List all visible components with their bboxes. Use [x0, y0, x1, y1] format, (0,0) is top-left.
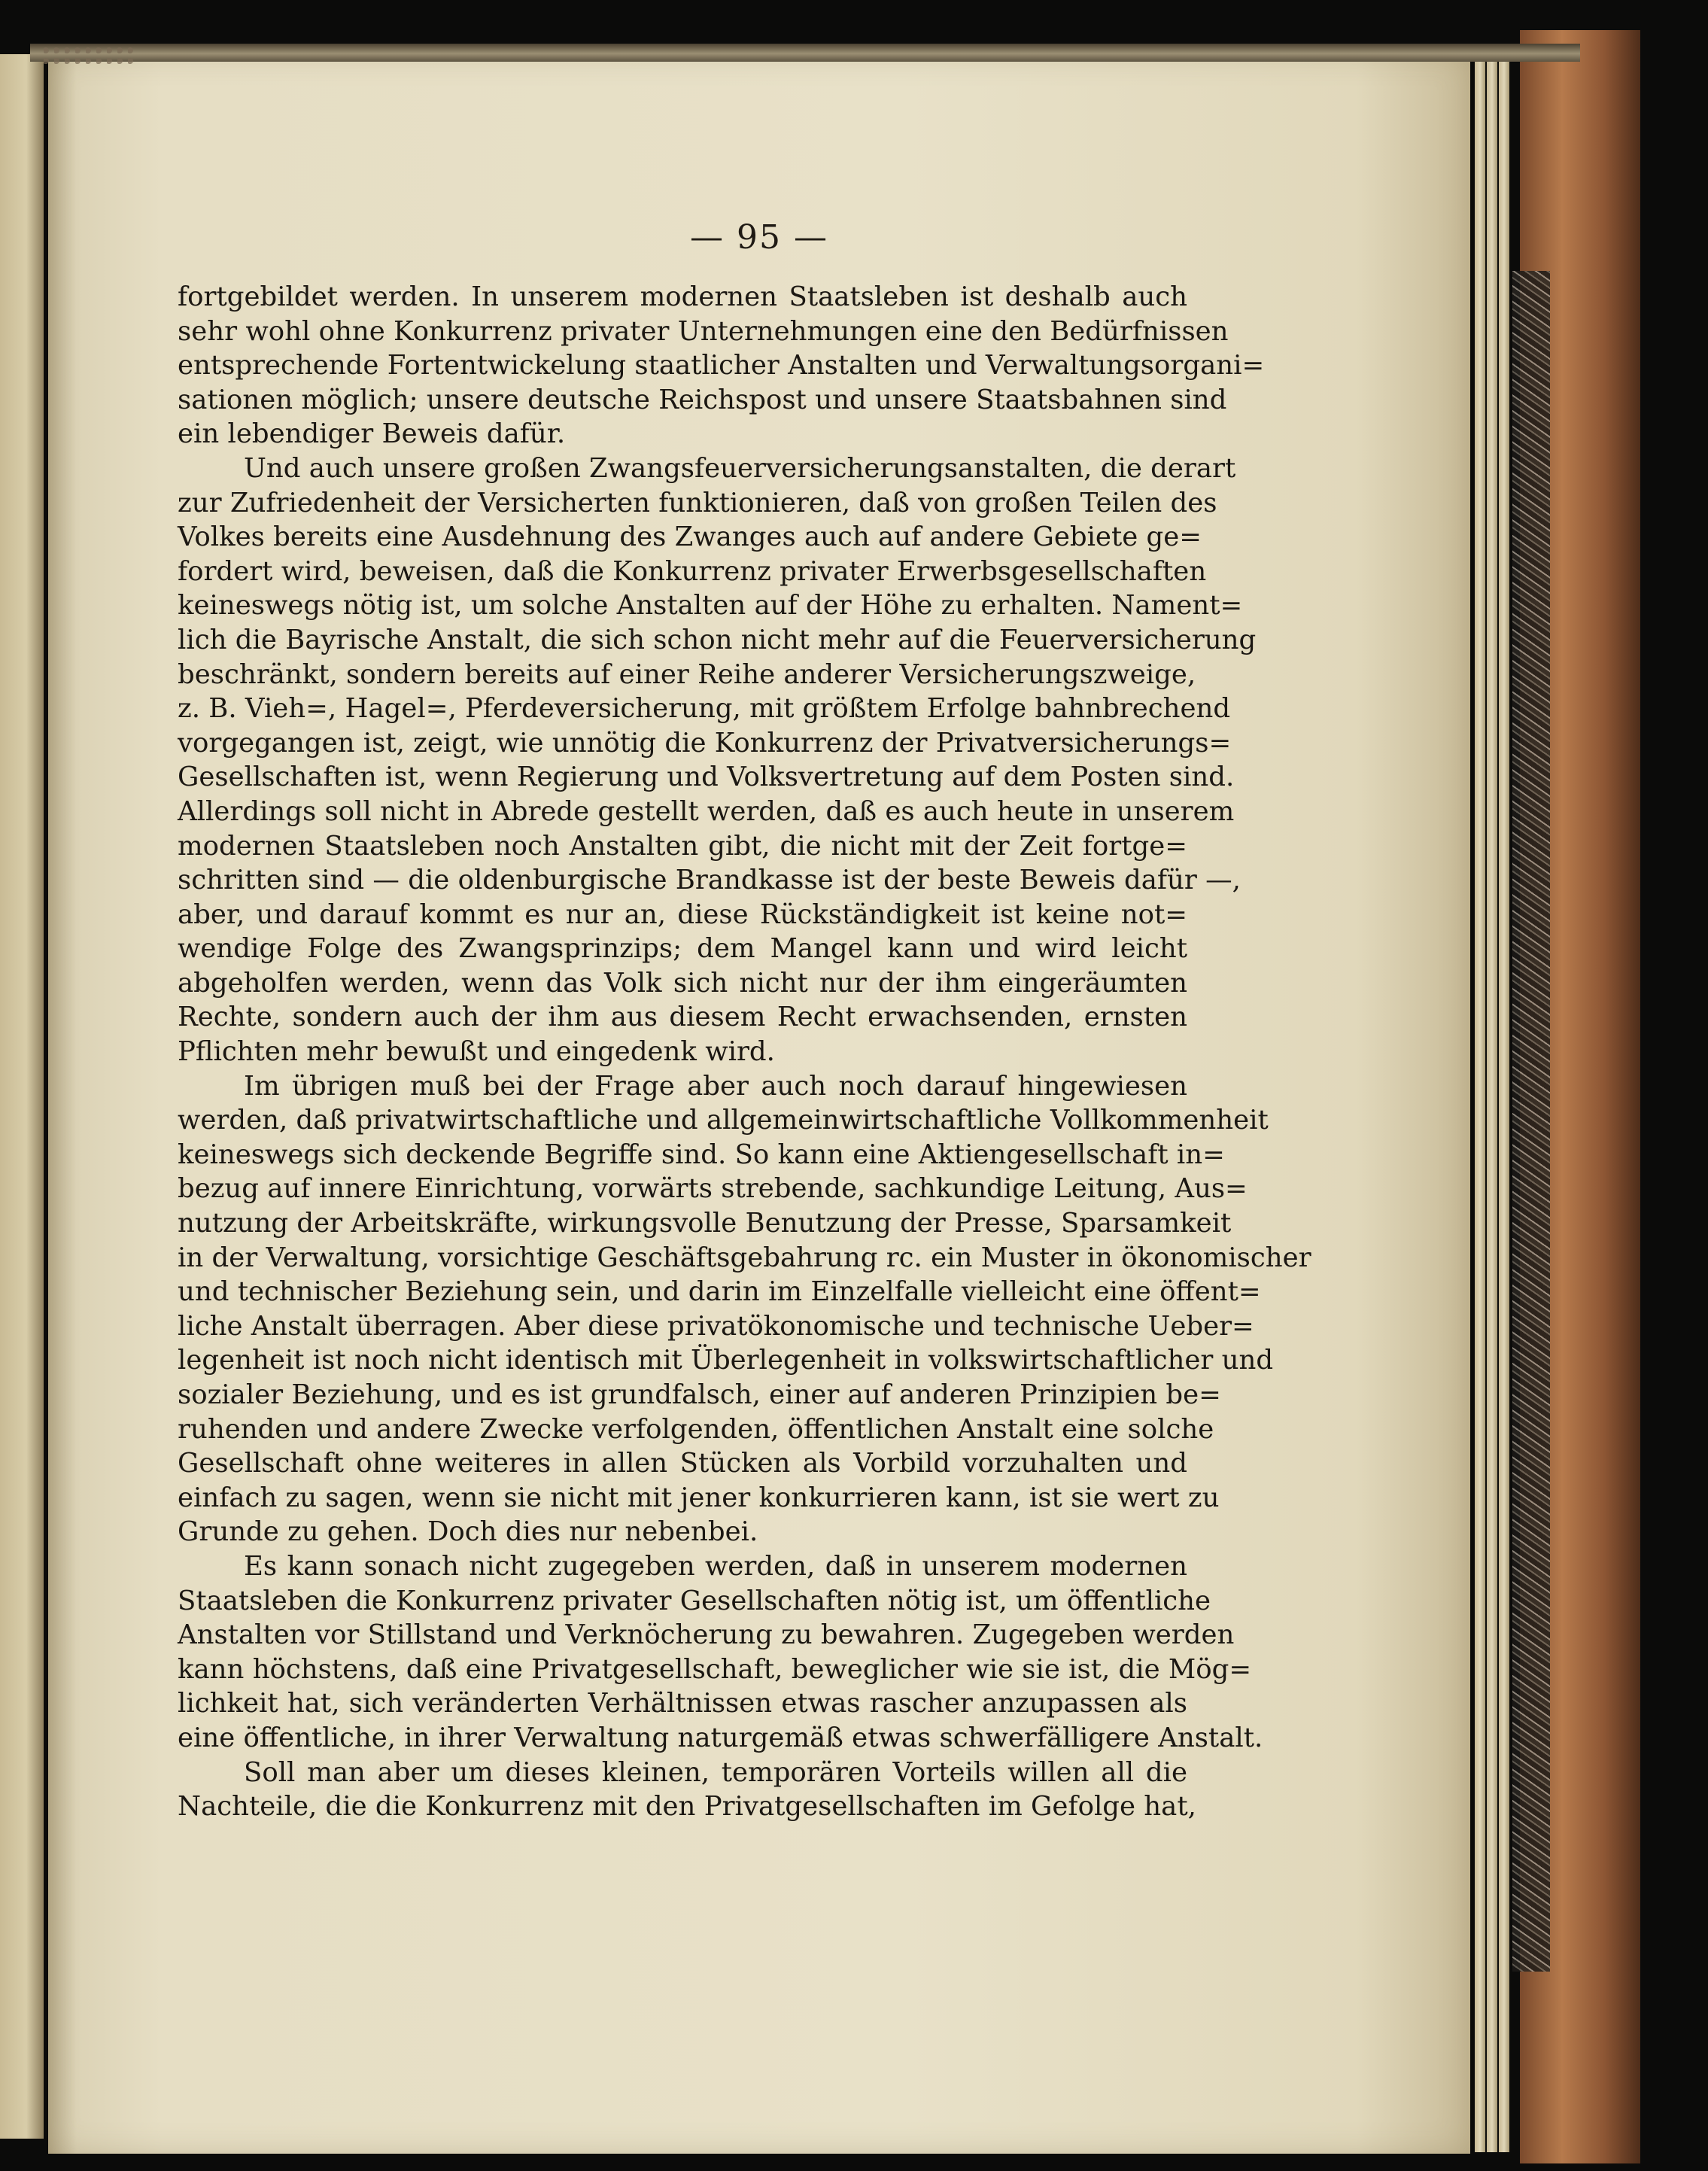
page-edge	[1475, 60, 1485, 2152]
text-line: fortgebildet werden. In unserem modernen Staatsleben ist deshalb auch	[178, 281, 1187, 312]
text-line: in der Verwaltung, vorsichtige Geschäftsgebahrung rc. ein Muster in ökonomischer	[178, 1242, 1311, 1273]
text-line: nutzung der Arbeitskräfte, wirkungsvolle Benutzung der Presse, Sparsamkeit	[178, 1208, 1232, 1239]
text-line: Grunde zu gehen. Doch dies nur nebenbei.	[178, 1516, 758, 1548]
text-line: zur Zufriedenheit der Versicherten funktionieren, daß von großen Teilen des	[178, 487, 1217, 518]
text-line: Nachteile, die die Konkurrenz mit den Privatgesellschaften im Gefolge hat,	[178, 1791, 1196, 1823]
text-line: legenheit ist noch nicht identisch mit Überlegenheit in volkswirtschaftlicher und	[178, 1345, 1274, 1376]
text-line: Gesellschaft ohne weiteres in allen Stücken als Vorbild vorzuhalten und	[178, 1448, 1187, 1479]
text-line: Gesellschaften ist, wenn Regierung und Volksvertretung auf dem Posten sind.	[178, 762, 1235, 793]
binding-top	[30, 44, 1580, 62]
text-line: ruhenden und andere Zwecke verfolgenden, öffentlichen Anstalt eine solche	[178, 1413, 1214, 1445]
binding-pattern	[44, 45, 134, 68]
page-edge	[1499, 60, 1509, 2152]
body-text	[178, 280, 1311, 1824]
text-line: keineswegs nötig ist, um solche Anstalten auf der Höhe zu erhalten. Nament=	[178, 590, 1243, 622]
text-line: einfach zu sagen, wenn sie nicht mit jener konkurrieren kann, ist sie wert zu	[178, 1482, 1220, 1513]
text-line: Anstalten vor Stillstand und Verknöcherung zu bewahren. Zugegeben werden	[178, 1619, 1235, 1651]
text-line: modernen Staatsleben noch Anstalten gibt, die nicht mit der Zeit fortge=	[178, 830, 1187, 862]
text-line: Staatsleben die Konkurrenz privater Gesellschaften nötig ist, um öffentliche	[178, 1585, 1211, 1616]
text-line: werden, daß privatwirtschaftliche und allgemeinwirtschaftliche Vollkommenheit	[178, 1105, 1269, 1136]
text-line: Volkes bereits eine Ausdehnung des Zwanges auch auf andere Gebiete ge=	[178, 521, 1202, 553]
text-line: z. B. Vieh=, Hagel=, Pferdeversicherung, mit größtem Erfolge bahnbrechend	[178, 693, 1231, 725]
text-line: schritten sind — die oldenburgische Brandkasse ist der beste Beweis dafür —,	[178, 865, 1241, 896]
text-line: Im übrigen muß bei der Frage aber auch noch darauf hingewiesen	[244, 1070, 1187, 1102]
text-line: beschränkt, sondern bereits auf einer Reihe anderer Versicherungszweige,	[178, 658, 1196, 690]
text-line: sationen möglich; unsere deutsche Reichspost und unsere Staatsbahnen sind	[178, 384, 1227, 415]
text-line: fordert wird, beweisen, daß die Konkurrenz privater Erwerbsgesellschaften	[178, 555, 1207, 587]
text-line: entsprechende Fortentwickelung staatlicher Anstalten und Verwaltungsorgani=	[178, 350, 1265, 382]
text-line: wendige Folge des Zwangsprinzips; dem Mangel kann und wird leicht	[178, 933, 1187, 965]
text-line: abgeholfen werden, wenn das Volk sich nicht nur der ihm eingeräumten	[178, 967, 1187, 999]
marbled-endpaper	[1512, 271, 1550, 1972]
text-line: aber, und darauf kommt es nur an, diese Rückständigkeit ist keine not=	[178, 899, 1187, 930]
facing-page-edge	[0, 54, 44, 2139]
text-line: Allerdings soll nicht in Abrede gestellt werden, daß es auch heute in unserem	[178, 795, 1235, 827]
text-line: kann höchstens, daß eine Privatgesellschaft, beweglicher wie sie ist, die Mög=	[178, 1653, 1252, 1685]
text-line: Und auch unsere großen Zwangsfeuerversicherungsanstalten, die derart	[244, 452, 1236, 484]
text-line: ein lebendiger Beweis dafür.	[178, 418, 566, 450]
text-line: eine öffentliche, in ihrer Verwaltung naturgemäß etwas schwerfälligere Anstalt.	[178, 1722, 1263, 1753]
page-number: — 95 —	[690, 218, 828, 257]
text-line: liche Anstalt überragen. Aber diese privatökonomische und technische Ueber=	[178, 1310, 1254, 1342]
text-line: bezug auf innere Einrichtung, vorwärts strebende, sachkundige Leitung, Aus=	[178, 1173, 1248, 1205]
text-line: vorgegangen ist, zeigt, wie unnötig die Konkurrenz der Privatversicherungs=	[178, 727, 1232, 759]
text-line: Rechte, sondern auch der ihm aus diesem Recht erwachsenden, ernsten	[178, 1002, 1187, 1033]
text-line: Es kann sonach nicht zugegeben werden, daß in unserem modernen	[244, 1550, 1187, 1582]
text-line: sozialer Beziehung, und es ist grundfalsch, einer auf anderen Prinzipien be=	[178, 1379, 1221, 1410]
text-line: lichkeit hat, sich veränderten Verhältnissen etwas rascher anzupassen als	[178, 1688, 1187, 1719]
page-edge	[1487, 60, 1497, 2152]
text-line: sehr wohl ohne Konkurrenz privater Unternehmungen eine den Bedürfnissen	[178, 315, 1229, 347]
text-line: keineswegs sich deckende Begriffe sind. So kann eine Aktiengesellschaft in=	[178, 1139, 1225, 1170]
text-line: lich die Bayrische Anstalt, die sich schon nicht mehr auf die Feuerversicherung	[178, 624, 1257, 655]
text-line: Pflichten mehr bewußt und eingedenk wird.	[178, 1036, 775, 1068]
text-line: Soll man aber um dieses kleinen, temporären Vorteils willen all die	[244, 1756, 1187, 1788]
text-line: und technischer Beziehung sein, und darin im Einzelfalle vielleicht eine öffent=	[178, 1276, 1261, 1308]
